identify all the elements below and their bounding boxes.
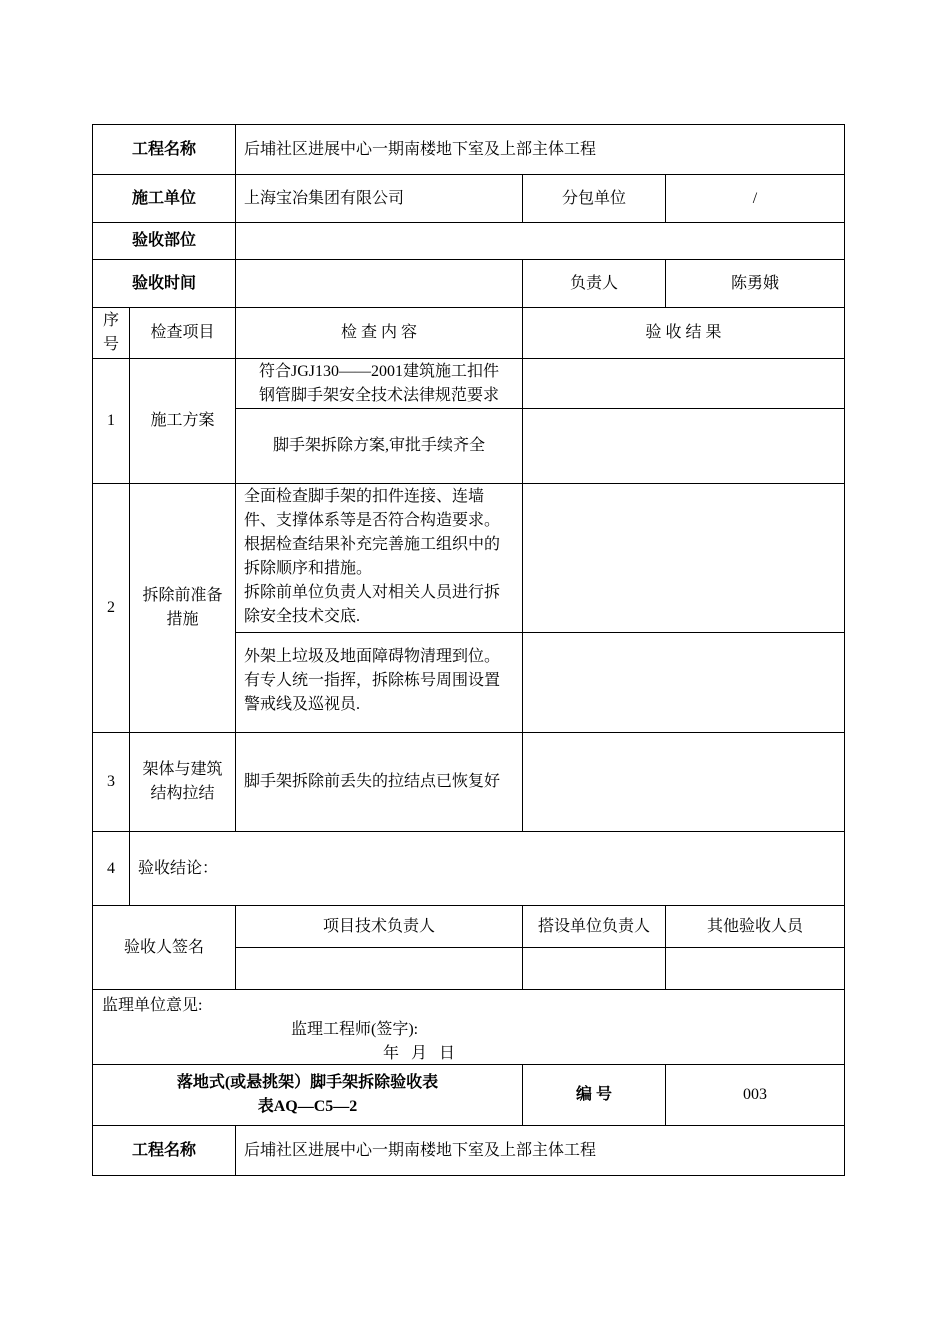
content-line: 拆除前单位负责人对相关人员进行拆 — [244, 584, 501, 601]
table-row — [93, 733, 845, 832]
content-line: 除安全技术交底. — [244, 608, 361, 625]
time-label: 验收时间 — [93, 260, 236, 308]
signature-field[interactable] — [666, 948, 845, 990]
content-line: 拆除顺序和措施。 — [244, 560, 373, 577]
table-row — [93, 484, 845, 633]
row-item — [130, 733, 236, 832]
row-content: 脚手架拆除前丢失的拉结点已恢复好 — [236, 733, 523, 832]
content-line: 钢管脚手架安全技术法律规范要求 — [259, 386, 500, 404]
row-content — [236, 484, 523, 633]
signature-header-row — [93, 906, 845, 948]
conclusion-row — [93, 832, 845, 906]
contractor-value: 上海宝冶集团有限公司 — [236, 175, 523, 223]
signature-col-other: 其他验收人员 — [666, 906, 845, 948]
signature-field[interactable] — [236, 948, 523, 990]
item-line: 拆除前准备 — [142, 587, 223, 604]
row-content — [236, 633, 523, 733]
time-row — [93, 260, 845, 308]
signature-col-erector-lead: 搭设单位负责人 — [523, 906, 666, 948]
supervision-engineer: 监理工程师(签字): — [291, 1021, 419, 1038]
row-result — [523, 633, 845, 733]
content-line: 根据检查结果补充完善施工组织中的 — [244, 536, 501, 553]
row-number: 3 — [93, 733, 130, 832]
project-row — [93, 125, 845, 175]
row-content: 脚手架拆除方案,审批手续齐全 — [236, 409, 523, 484]
row-item — [130, 484, 236, 733]
supervision-label: 监理单位意见: — [102, 997, 203, 1014]
col-header-result: 验 收 结 果 — [523, 308, 845, 359]
content-line: 有专人统一指挥，拆除栋号周围设置 — [244, 672, 501, 689]
content-line: 警戒线及巡视员. — [244, 696, 361, 713]
number-label: 编 号 — [523, 1065, 666, 1126]
footer-project-row — [93, 1126, 845, 1176]
row-content — [236, 359, 523, 409]
row-number: 1 — [93, 359, 130, 484]
form-code: 表AQ—C5—2 — [257, 1098, 358, 1115]
content-line: 符合JGJ130——2001建筑施工扣件 — [259, 362, 500, 380]
subcontract-label: 分包单位 — [523, 175, 666, 223]
contractor-row — [93, 175, 845, 223]
footer-project-label: 工程名称 — [93, 1126, 236, 1176]
subcontract-value: / — [666, 175, 845, 223]
col-header-no-line1: 序 — [102, 312, 119, 329]
item-line: 结构拉结 — [150, 785, 215, 802]
item-line: 架体与建筑 — [142, 761, 223, 778]
signature-label: 验收人签名 — [93, 906, 236, 990]
col-header-item: 检查项目 — [130, 308, 236, 359]
part-value — [236, 223, 845, 260]
content-line: 全面检查脚手架的扣件连接、连墙 — [244, 488, 485, 505]
supervision-row — [93, 990, 845, 1065]
signature-field[interactable] — [523, 948, 666, 990]
row-result — [523, 484, 845, 633]
part-row — [93, 223, 845, 260]
col-header-no-line2: 号 — [102, 336, 119, 353]
item-line: 措施 — [166, 611, 199, 628]
form-title — [93, 1065, 523, 1126]
col-header-no — [93, 308, 130, 359]
project-value: 后埔社区进展中心一期南楼地下室及上部主体工程 — [236, 125, 845, 175]
footer-project-value: 后埔社区进展中心一期南楼地下室及上部主体工程 — [236, 1126, 845, 1176]
column-header-row — [93, 308, 845, 359]
form-title-row — [93, 1065, 845, 1126]
row-result — [523, 733, 845, 832]
content-line: 外架上垃圾及地面障碍物清理到位。 — [244, 648, 501, 665]
project-label: 工程名称 — [93, 125, 236, 175]
part-label: 验收部位 — [93, 223, 236, 260]
supervision-date: 年 月 日 — [383, 1045, 456, 1062]
row-item: 施工方案 — [130, 359, 236, 484]
table-row — [93, 359, 845, 409]
contractor-label: 施工单位 — [93, 175, 236, 223]
row-result — [523, 359, 845, 409]
supervision-opinion — [93, 990, 845, 1065]
row-number: 4 — [93, 832, 130, 906]
content-line: 件、支撑体系等是否符合构造要求。 — [244, 512, 501, 529]
acceptance-form-table — [92, 124, 845, 1176]
conclusion-label: 验收结论： — [130, 832, 845, 906]
col-header-content: 检 查 内 容 — [236, 308, 523, 359]
person-label: 负责人 — [523, 260, 666, 308]
row-number: 2 — [93, 484, 130, 733]
number-value: 003 — [666, 1065, 845, 1126]
row-result — [523, 409, 845, 484]
person-value: 陈勇娥 — [666, 260, 845, 308]
signature-col-tech-lead: 项目技术负责人 — [236, 906, 523, 948]
time-value — [236, 260, 523, 308]
form-title-text: 落地式(或悬挑架）脚手架拆除验收表 — [176, 1074, 439, 1091]
